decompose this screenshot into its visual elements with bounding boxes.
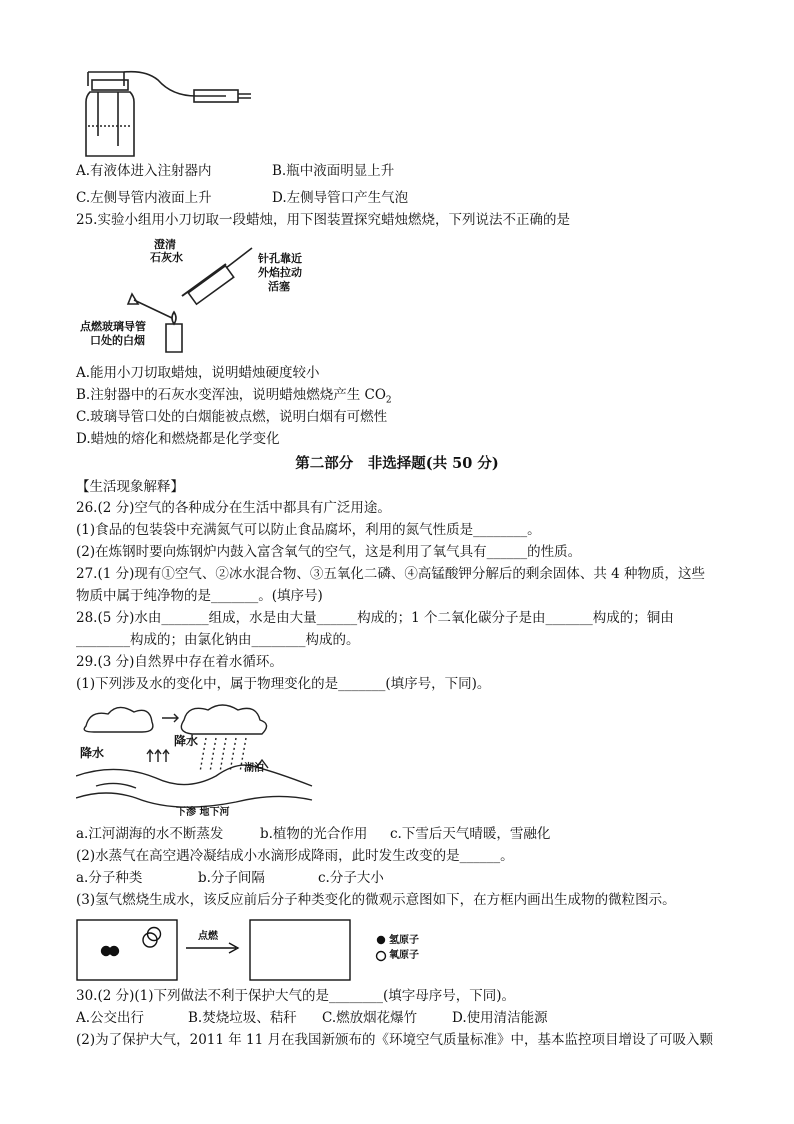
q27-line-1: 27.(1 分)现有①空气、②冰水混合物、③五氧化二磷、④高锰酸钾分解后的剩余固体、共 4 种物质，这些 [76, 566, 706, 582]
q29-sub-2: (2)水蒸气在高空遇冷凝结成小水滴形成降雨，此时发生改变的是______。 [76, 848, 514, 864]
label-lake: 湖泊 [244, 763, 264, 774]
q28-line-2: ________构成的；由氯化钠由________构成的。 [76, 632, 360, 648]
label-needle-1: 针孔靠近 [258, 252, 302, 265]
label-smoke-2: 口处的白烟 [90, 334, 145, 347]
part-two-title: 第二部分 非选择题(共 50 分) [295, 455, 499, 472]
q29-s2-option-b: b.分子间隔 [198, 870, 265, 886]
co2-subscript: 2 [385, 395, 392, 406]
q29-s1-option-b: b.植物的光合作用 [260, 826, 368, 842]
q28-line-1: 28.(5 分)水由_______组成，水是由大量______构成的；1 个二氧化碳分子是由_______构成的；铜由 [76, 610, 674, 626]
candle-syringe-figure [76, 234, 316, 358]
q29-sub-1: (1)下列涉及水的变化中，属于物理变化的是_______(填序号，下同)。 [76, 676, 491, 692]
q25-option-b [76, 386, 392, 410]
section-heading: 【生活现象解释】 [76, 479, 184, 495]
q25-option-b-text: B.注射器中的石灰水变浑浊，说明蜡烛燃烧产生 CO [76, 387, 386, 403]
q24-option-a: A.有液体进入注射器内 [76, 163, 212, 179]
q30-option-c: C.燃放烟花爆竹 [322, 1010, 418, 1026]
q30-stem: 30.(2 分)(1)下列做法不利于保护大气的是________(填字母序号，下同)。 [76, 988, 516, 1004]
q30-option-d: D.使用清洁能源 [452, 1010, 548, 1026]
q29-stem: 29.(3 分)自然界中存在着水循环。 [76, 654, 283, 670]
q29-s2-option-c: c.分子大小 [318, 870, 384, 886]
arrow-label: 点燃 [198, 931, 218, 942]
label-smoke-1: 点燃玻璃导管 [80, 320, 146, 333]
q29-s2-option-a: a.分子种类 [76, 870, 143, 886]
q25-option-d: D.蜡烛的熔化和燃烧都是化学变化 [76, 431, 280, 447]
q27-line-2: 物质中属于纯净物的是_______。(填序号) [76, 588, 323, 604]
gas-bottle-syringe-figure [76, 66, 256, 162]
q30-option-a: A.公交出行 [76, 1010, 145, 1026]
q29-s1-option-a: a.江河湖海的水不断蒸发 [76, 826, 224, 842]
q25-stem: 25.实验小组用小刀切取一段蜡烛，用下图装置探究蜡烛燃烧，下列说法不正确的是 [76, 212, 570, 228]
label-limewater-1: 澄清 [154, 238, 176, 251]
label-limewater-2: 石灰水 [150, 251, 183, 264]
q26-sub-2: (2)在炼钢时要向炼钢炉内鼓入富含氧气的空气，这是利用了氧气具有______的性质。 [76, 544, 582, 560]
label-needle-2: 外焰拉动 [258, 266, 302, 279]
q30-option-b: B.焚烧垃圾、秸秆 [188, 1010, 297, 1026]
q26-sub-1: (1)食品的包装袋中充满氮气可以防止食品腐坏，利用的氮气性质是________。 [76, 522, 541, 538]
q24-option-d: D.左侧导管口产生气泡 [272, 190, 409, 206]
q24-option-b: B.瓶中液面明显上升 [272, 163, 395, 179]
reaction-diagram-figure [76, 918, 506, 982]
label-underground: 下渗 地下河 [176, 807, 230, 818]
water-cycle-figure [76, 702, 316, 820]
legend-oxygen: 氧原子 [389, 950, 419, 961]
q25-option-c: C.玻璃导管口处的白烟能被点燃，说明白烟有可燃性 [76, 409, 388, 425]
label-rain-2: 降水 [174, 734, 199, 748]
q29-sub-3: (3)氢气燃烧生成水，该反应前后分子种类变化的微观示意图如下，在方框内画出生成物的微粒图示。 [76, 892, 676, 908]
q26-stem: 26.(2 分)空气的各种成分在生活中都具有广泛用途。 [76, 500, 391, 516]
q25-option-a: A.能用小刀切取蜡烛，说明蜡烛硬度较小 [76, 365, 320, 381]
q30-sub-2: (2)为了保护大气，2011 年 11 月在我国新颁布的《环境空气质量标准》中，基本监控项目增设了可吸入颗 [76, 1032, 714, 1048]
q29-s1-option-c: c.下雪后天气晴暖，雪融化 [390, 826, 551, 842]
label-needle-3: 活塞 [268, 280, 290, 293]
q24-option-c: C.左侧导管内液面上升 [76, 190, 212, 206]
label-rain-1: 降水 [80, 746, 105, 760]
legend-hydrogen: 氢原子 [389, 935, 419, 946]
